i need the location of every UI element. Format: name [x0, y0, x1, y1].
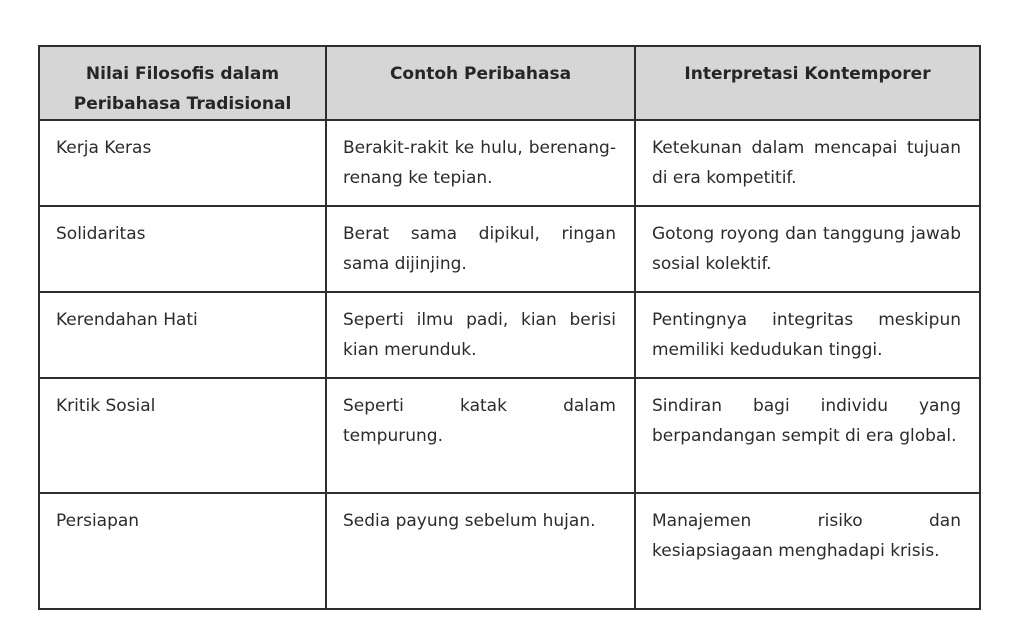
table-row: [39, 493, 980, 609]
table-header: [39, 46, 980, 120]
cell-nilai: Kerja Keras: [39, 120, 326, 206]
cell-peribahasa: Seperti ilmu padi, kian berisi kian merunduk.: [326, 292, 635, 378]
cell-interpretasi: Ketekunan dalam mencapai tujuan di era kompetitif.: [635, 120, 980, 206]
table-row: [39, 206, 980, 292]
cell-peribahasa: Seperti katak dalam tempurung.: [326, 378, 635, 493]
cell-nilai: Persiapan: [39, 493, 326, 609]
cell-peribahasa: Berat sama dipikul, ringan sama dijinjing.: [326, 206, 635, 292]
table-row: [39, 292, 980, 378]
table-row: [39, 120, 980, 206]
header-nilai-filosofis: Nilai Filosofis dalam Peribahasa Tradisional: [39, 46, 326, 120]
table-row: [39, 378, 980, 493]
cell-interpretasi: Pentingnya integritas meskipun memiliki kedudukan tinggi.: [635, 292, 980, 378]
cell-peribahasa: Berakit-rakit ke hulu, berenang-renang ke tepian.: [326, 120, 635, 206]
cell-nilai: Kerendahan Hati: [39, 292, 326, 378]
cell-interpretasi: Sindiran bagi individu yang berpandangan sempit di era global.: [635, 378, 980, 493]
cell-interpretasi: Gotong royong dan tanggung jawab sosial kolektif.: [635, 206, 980, 292]
header-row: [39, 46, 980, 120]
table-body: [39, 120, 980, 609]
cell-peribahasa: Sedia payung sebelum hujan.: [326, 493, 635, 609]
cell-nilai: Solidaritas: [39, 206, 326, 292]
header-interpretasi-kontemporer: Interpretasi Kontemporer: [635, 46, 980, 120]
proverb-table: [38, 45, 981, 610]
cell-interpretasi: Manajemen risiko dan kesiapsiagaan menghadapi krisis.: [635, 493, 980, 609]
cell-nilai: Kritik Sosial: [39, 378, 326, 493]
header-contoh-peribahasa: Contoh Peribahasa: [326, 46, 635, 120]
